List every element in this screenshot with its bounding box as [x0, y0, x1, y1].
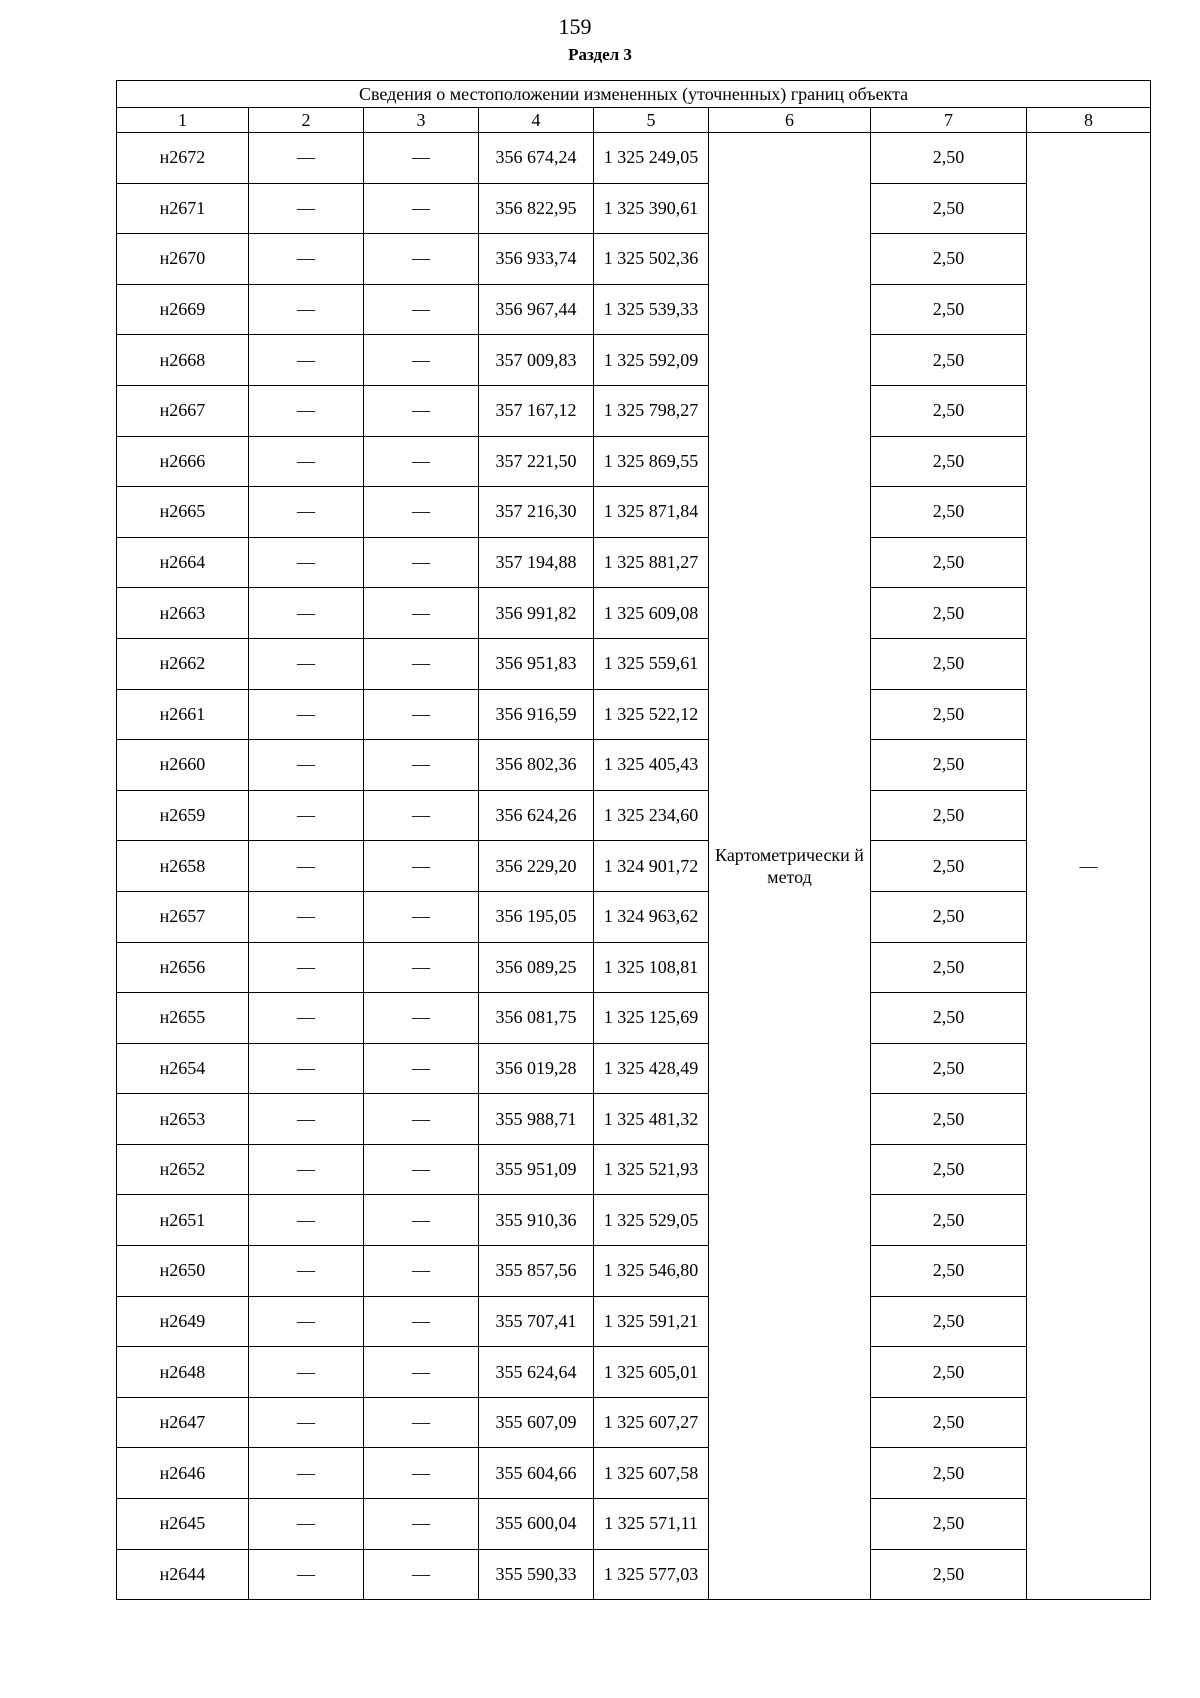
- point-number: н2667: [117, 385, 249, 436]
- col2-dash: —: [249, 183, 364, 234]
- point-number: н2658: [117, 841, 249, 892]
- col3-dash: —: [364, 1043, 479, 1094]
- accuracy: 2,50: [871, 638, 1027, 689]
- col3-dash: —: [364, 891, 479, 942]
- coordinate-x: 356 916,59: [479, 689, 594, 740]
- col2-dash: —: [249, 1195, 364, 1246]
- accuracy: 2,50: [871, 1144, 1027, 1195]
- col2-dash: —: [249, 790, 364, 841]
- coordinate-x: 355 600,04: [479, 1499, 594, 1550]
- coordinate-y: 1 325 577,03: [594, 1549, 709, 1600]
- point-number: н2648: [117, 1347, 249, 1398]
- col2-dash: —: [249, 841, 364, 892]
- table-row: [117, 1397, 1151, 1448]
- coordinate-y: 1 325 390,61: [594, 183, 709, 234]
- accuracy: 2,50: [871, 385, 1027, 436]
- accuracy: 2,50: [871, 436, 1027, 487]
- page-number: 159: [558, 14, 592, 39]
- coordinate-x: 355 624,64: [479, 1347, 594, 1398]
- accuracy: 2,50: [871, 588, 1027, 639]
- col3-dash: —: [364, 1195, 479, 1246]
- table-row: [117, 133, 1151, 184]
- col2-dash: —: [249, 588, 364, 639]
- point-number: н2653: [117, 1094, 249, 1145]
- coordinate-x: 357 009,83: [479, 335, 594, 386]
- table-body: [117, 133, 1151, 1600]
- coordinate-x: 355 590,33: [479, 1549, 594, 1600]
- col2-dash: —: [249, 638, 364, 689]
- col3-dash: —: [364, 537, 479, 588]
- point-number: н2650: [117, 1246, 249, 1297]
- table-row: [117, 537, 1151, 588]
- col3-dash: —: [364, 689, 479, 740]
- accuracy: 2,50: [871, 183, 1027, 234]
- coordinate-y: 1 325 108,81: [594, 942, 709, 993]
- point-number: н2656: [117, 942, 249, 993]
- method-cell: Картометрически й метод: [709, 133, 871, 1600]
- accuracy: 2,50: [871, 942, 1027, 993]
- col2-dash: —: [249, 436, 364, 487]
- coordinate-y: 1 325 559,61: [594, 638, 709, 689]
- col2-dash: —: [249, 740, 364, 791]
- coordinate-x: 355 910,36: [479, 1195, 594, 1246]
- col2-dash: —: [249, 487, 364, 538]
- col3-dash: —: [364, 1448, 479, 1499]
- accuracy: 2,50: [871, 1499, 1027, 1550]
- col8-dash: —: [1027, 133, 1151, 1600]
- point-number: н2652: [117, 1144, 249, 1195]
- point-number: н2647: [117, 1397, 249, 1448]
- coordinate-x: 357 167,12: [479, 385, 594, 436]
- coordinates-table: [116, 80, 1151, 1600]
- table-row: [117, 234, 1151, 285]
- coordinate-x: 356 081,75: [479, 993, 594, 1044]
- coordinate-y: 1 325 571,11: [594, 1499, 709, 1550]
- section-title: Раздел 3: [568, 45, 632, 64]
- accuracy: 2,50: [871, 537, 1027, 588]
- coordinate-x: 356 674,24: [479, 133, 594, 184]
- column-number: 4: [479, 108, 594, 133]
- coordinate-x: 356 019,28: [479, 1043, 594, 1094]
- col2-dash: —: [249, 234, 364, 285]
- col2-dash: —: [249, 537, 364, 588]
- col2-dash: —: [249, 1549, 364, 1600]
- table-row: [117, 1246, 1151, 1297]
- table-row: [117, 385, 1151, 436]
- coordinate-y: 1 325 481,32: [594, 1094, 709, 1145]
- point-number: н2666: [117, 436, 249, 487]
- coordinate-y: 1 325 502,36: [594, 234, 709, 285]
- col2-dash: —: [249, 385, 364, 436]
- coordinate-y: 1 325 521,93: [594, 1144, 709, 1195]
- coordinate-x: 355 951,09: [479, 1144, 594, 1195]
- coordinate-y: 1 325 871,84: [594, 487, 709, 538]
- table-row: [117, 1144, 1151, 1195]
- coordinate-x: 357 221,50: [479, 436, 594, 487]
- column-number: 2: [249, 108, 364, 133]
- coordinate-y: 1 325 234,60: [594, 790, 709, 841]
- accuracy: 2,50: [871, 740, 1027, 791]
- accuracy: 2,50: [871, 1043, 1027, 1094]
- point-number: н2657: [117, 891, 249, 942]
- col3-dash: —: [364, 335, 479, 386]
- coordinate-x: 356 933,74: [479, 234, 594, 285]
- accuracy: 2,50: [871, 1195, 1027, 1246]
- col3-dash: —: [364, 183, 479, 234]
- column-number: 7: [871, 108, 1027, 133]
- coordinate-y: 1 325 607,27: [594, 1397, 709, 1448]
- col2-dash: —: [249, 993, 364, 1044]
- column-number: 5: [594, 108, 709, 133]
- coordinate-y: 1 325 605,01: [594, 1347, 709, 1398]
- accuracy: 2,50: [871, 133, 1027, 184]
- coordinate-y: 1 325 428,49: [594, 1043, 709, 1094]
- col3-dash: —: [364, 588, 479, 639]
- point-number: н2661: [117, 689, 249, 740]
- col3-dash: —: [364, 1397, 479, 1448]
- col2-dash: —: [249, 284, 364, 335]
- col2-dash: —: [249, 1448, 364, 1499]
- accuracy: 2,50: [871, 1246, 1027, 1297]
- coordinate-x: 356 967,44: [479, 284, 594, 335]
- table-row: [117, 1448, 1151, 1499]
- coordinate-y: 1 325 798,27: [594, 385, 709, 436]
- table-row: [117, 1296, 1151, 1347]
- col3-dash: —: [364, 993, 479, 1044]
- col2-dash: —: [249, 1347, 364, 1398]
- table-row: [117, 841, 1151, 892]
- coordinate-x: 357 216,30: [479, 487, 594, 538]
- col3-dash: —: [364, 1296, 479, 1347]
- coordinate-x: 356 089,25: [479, 942, 594, 993]
- col3-dash: —: [364, 234, 479, 285]
- coordinate-x: 356 991,82: [479, 588, 594, 639]
- point-number: н2654: [117, 1043, 249, 1094]
- point-number: н2655: [117, 993, 249, 1044]
- accuracy: 2,50: [871, 284, 1027, 335]
- point-number: н2659: [117, 790, 249, 841]
- accuracy: 2,50: [871, 841, 1027, 892]
- table-caption: Сведения о местоположении измененных (уточненных) границ объекта: [117, 81, 1151, 108]
- coordinate-x: 355 607,09: [479, 1397, 594, 1448]
- col2-dash: —: [249, 1499, 364, 1550]
- table-row: [117, 740, 1151, 791]
- table-row: [117, 284, 1151, 335]
- point-number: н2651: [117, 1195, 249, 1246]
- accuracy: 2,50: [871, 234, 1027, 285]
- coordinate-y: 1 324 963,62: [594, 891, 709, 942]
- coordinate-x: 355 604,66: [479, 1448, 594, 1499]
- col3-dash: —: [364, 487, 479, 538]
- coordinate-x: 356 951,83: [479, 638, 594, 689]
- coordinate-x: 355 707,41: [479, 1296, 594, 1347]
- table-row: [117, 487, 1151, 538]
- col3-dash: —: [364, 1499, 479, 1550]
- table-row: [117, 638, 1151, 689]
- col2-dash: —: [249, 1094, 364, 1145]
- table-row: [117, 335, 1151, 386]
- col3-dash: —: [364, 942, 479, 993]
- coordinate-y: 1 324 901,72: [594, 841, 709, 892]
- coordinate-y: 1 325 125,69: [594, 993, 709, 1044]
- table-row: [117, 993, 1151, 1044]
- col2-dash: —: [249, 689, 364, 740]
- table-row: [117, 891, 1151, 942]
- accuracy: 2,50: [871, 335, 1027, 386]
- table-row: [117, 1549, 1151, 1600]
- col3-dash: —: [364, 1246, 479, 1297]
- col3-dash: —: [364, 1094, 479, 1145]
- coordinate-y: 1 325 592,09: [594, 335, 709, 386]
- coordinate-y: 1 325 522,12: [594, 689, 709, 740]
- coordinate-y: 1 325 249,05: [594, 133, 709, 184]
- column-number: 6: [709, 108, 871, 133]
- coordinate-x: 356 624,26: [479, 790, 594, 841]
- col3-dash: —: [364, 740, 479, 791]
- table-row: [117, 942, 1151, 993]
- col3-dash: —: [364, 841, 479, 892]
- col3-dash: —: [364, 1144, 479, 1195]
- point-number: н2644: [117, 1549, 249, 1600]
- table-row: [117, 790, 1151, 841]
- point-number: н2671: [117, 183, 249, 234]
- accuracy: 2,50: [871, 1296, 1027, 1347]
- point-number: н2665: [117, 487, 249, 538]
- coordinate-y: 1 325 607,58: [594, 1448, 709, 1499]
- coordinate-x: 357 194,88: [479, 537, 594, 588]
- col3-dash: —: [364, 1347, 479, 1398]
- table-row: [117, 1043, 1151, 1094]
- accuracy: 2,50: [871, 1549, 1027, 1600]
- point-number: н2672: [117, 133, 249, 184]
- col2-dash: —: [249, 1397, 364, 1448]
- accuracy: 2,50: [871, 1094, 1027, 1145]
- col2-dash: —: [249, 891, 364, 942]
- table-row: [117, 689, 1151, 740]
- table-row: [117, 588, 1151, 639]
- col2-dash: —: [249, 1144, 364, 1195]
- column-number: 3: [364, 108, 479, 133]
- point-number: н2645: [117, 1499, 249, 1550]
- coordinate-x: 355 988,71: [479, 1094, 594, 1145]
- point-number: н2662: [117, 638, 249, 689]
- point-number: н2664: [117, 537, 249, 588]
- accuracy: 2,50: [871, 993, 1027, 1044]
- coordinate-y: 1 325 591,21: [594, 1296, 709, 1347]
- table-row: [117, 1094, 1151, 1145]
- coordinate-x: 356 802,36: [479, 740, 594, 791]
- point-number: н2649: [117, 1296, 249, 1347]
- coordinate-y: 1 325 405,43: [594, 740, 709, 791]
- table-row: [117, 1499, 1151, 1550]
- point-number: н2668: [117, 335, 249, 386]
- point-number: н2660: [117, 740, 249, 791]
- col3-dash: —: [364, 790, 479, 841]
- coordinate-x: 355 857,56: [479, 1246, 594, 1297]
- col2-dash: —: [249, 1043, 364, 1094]
- point-number: н2669: [117, 284, 249, 335]
- accuracy: 2,50: [871, 790, 1027, 841]
- col3-dash: —: [364, 385, 479, 436]
- accuracy: 2,50: [871, 689, 1027, 740]
- coordinate-y: 1 325 529,05: [594, 1195, 709, 1246]
- accuracy: 2,50: [871, 1397, 1027, 1448]
- coordinate-y: 1 325 546,80: [594, 1246, 709, 1297]
- col3-dash: —: [364, 1549, 479, 1600]
- coordinate-y: 1 325 881,27: [594, 537, 709, 588]
- col3-dash: —: [364, 284, 479, 335]
- coordinate-y: 1 325 869,55: [594, 436, 709, 487]
- coordinate-x: 356 229,20: [479, 841, 594, 892]
- coordinate-x: 356 822,95: [479, 183, 594, 234]
- accuracy: 2,50: [871, 1448, 1027, 1499]
- table-row: [117, 1195, 1151, 1246]
- col2-dash: —: [249, 133, 364, 184]
- table-row: [117, 1347, 1151, 1398]
- coordinate-y: 1 325 609,08: [594, 588, 709, 639]
- coordinate-x: 356 195,05: [479, 891, 594, 942]
- table-row: [117, 183, 1151, 234]
- col2-dash: —: [249, 335, 364, 386]
- column-number-row: [117, 108, 1151, 133]
- accuracy: 2,50: [871, 891, 1027, 942]
- col3-dash: —: [364, 436, 479, 487]
- point-number: н2646: [117, 1448, 249, 1499]
- col2-dash: —: [249, 1296, 364, 1347]
- coordinate-y: 1 325 539,33: [594, 284, 709, 335]
- col2-dash: —: [249, 942, 364, 993]
- col3-dash: —: [364, 638, 479, 689]
- table-row: [117, 436, 1151, 487]
- point-number: н2663: [117, 588, 249, 639]
- col2-dash: —: [249, 1246, 364, 1297]
- point-number: н2670: [117, 234, 249, 285]
- column-number: 1: [117, 108, 249, 133]
- accuracy: 2,50: [871, 487, 1027, 538]
- accuracy: 2,50: [871, 1347, 1027, 1398]
- col3-dash: —: [364, 133, 479, 184]
- column-number: 8: [1027, 108, 1151, 133]
